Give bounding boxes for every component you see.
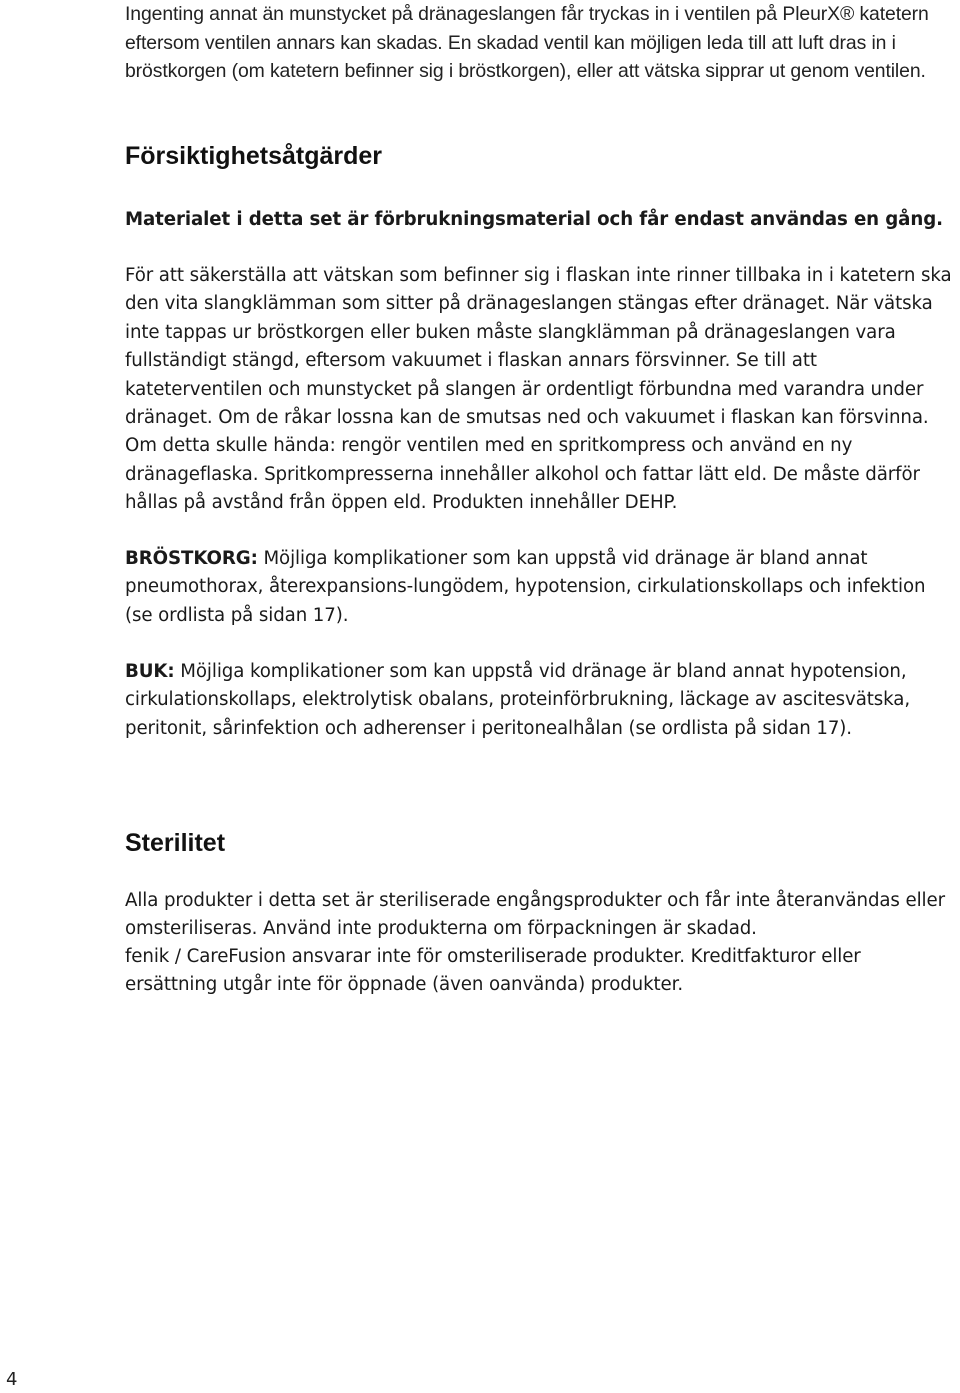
sterility-paragraph-1: Alla produkter i detta set är steriliserade engångsprodukter och får inte återanvändas eller omsteriliseras. Använd inte produkterna om förpackningen är skadad. (125, 890, 945, 940)
chest-label: BRÖSTKORG: (125, 548, 258, 569)
sterility-heading: Sterilitet (125, 829, 226, 857)
abdomen-complications (125, 658, 955, 743)
precautions-heading: Försiktighetsåtgärder (125, 142, 383, 170)
page-number: 4 (6, 1369, 18, 1390)
abdomen-label: BUK: (125, 661, 175, 682)
precautions-lead: Materialet i detta set är förbrukningsmaterial och får endast användas en gång. (125, 209, 943, 230)
abdomen-text: Möjliga komplikationer som kan uppstå vid dränage är bland annat hypotension, cirkulationskollaps, elektrolytisk obalans, proteinförbrukning, läckage av ascitesvätska, peritonit, sårinfektion och adherenser i peritonealhålan (se ordlista på sidan 17). (125, 661, 910, 739)
precautions-body: För att säkerställa att vätskan som befinner sig i flaskan inte rinner tillbaka in i katetern ska den vita slangklämman som sitter på dränageslangen stängas efter dränaget. När vätska inte tappas ur bröstkorgen eller buken måste slangklämman på dränageslangen vara fullständigt stängd, eftersom vakuumet i flaskan annars försvinner. Se till att kateterventilen och munstycket på slangen är ordentligt förbundna med varandra under dränaget. Om de råkar lossna kan de smutsas ned och vakuumet i flaskan kan försvinna. Om detta skulle hända: rengör ventilen med en spritkompress och använd en ny dränageflaska. Spritkompresserna innehåller alkohol och fattar lätt eld. De måste därför hållas på avstånd från öppen eld. Produkten innehåller DEHP. (125, 265, 952, 514)
intro-paragraph: Ingenting annat än munstycket på dränageslangen får tryckas in i ventilen på PleurX® katetern eftersom ventilen annars kan skadas. En skadad ventil kan möjligen leda till att luft dras in i bröstkorgen (om katetern befinner sig i bröstkorgen), eller att vätska sipprar ut genom ventilen. (125, 3, 929, 82)
sterility-paragraph-2: fenik / CareFusion ansvarar inte för omsteriliserade produkter. Kreditfakturor eller ersättning utgår inte för öppnade (även oanvända) produkter. (125, 946, 861, 996)
chest-text: Möjliga komplikationer som kan uppstå vid dränage är bland annat pneumothorax, återexpansions-lungödem, hypotension, cirkulationskollaps och infektion (se ordlista på sidan 17). (125, 548, 926, 626)
chest-complications (125, 545, 955, 630)
